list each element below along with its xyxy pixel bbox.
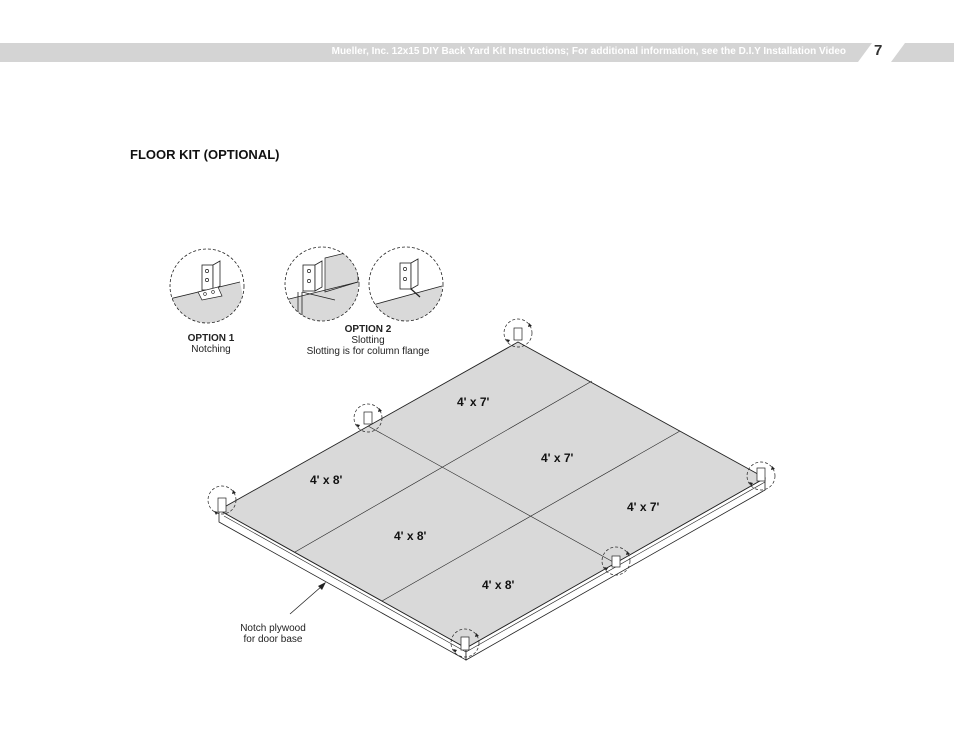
option2-detail-a — [285, 247, 359, 330]
panel-label: 4' x 7' — [541, 451, 574, 465]
panel-label: 4' x 7' — [457, 395, 490, 409]
callout-line1: Notch plywood — [240, 623, 306, 634]
option2-title: OPTION 2 — [344, 324, 392, 335]
option2-subtitle: Slotting — [351, 335, 385, 346]
option1-title: OPTION 1 — [187, 333, 235, 344]
header-title: Mueller, Inc. 12x15 DIY Back Yard Kit Instructions; For additional information, see the D.I.Y Installation Video — [331, 46, 846, 57]
callout-arrow — [290, 582, 326, 614]
option2-note: Slotting is for column flange — [306, 346, 430, 357]
option1-subtitle: Notching — [191, 344, 231, 355]
panel-label: 4' x 8' — [482, 578, 515, 592]
option2-label — [298, 324, 438, 357]
section-title: FLOOR KIT (OPTIONAL) — [130, 147, 280, 162]
panel-label: 4' x 8' — [394, 529, 427, 543]
panel-label: 4' x 8' — [310, 473, 343, 487]
option1-label — [175, 333, 247, 355]
floor-platform — [219, 342, 765, 660]
callout-label — [228, 623, 318, 645]
page-number: 7 — [874, 42, 883, 59]
option2-detail-b — [369, 247, 443, 330]
panel-label: 4' x 7' — [627, 500, 660, 514]
callout-line2: for door base — [243, 634, 303, 645]
option1-detail — [165, 249, 250, 330]
